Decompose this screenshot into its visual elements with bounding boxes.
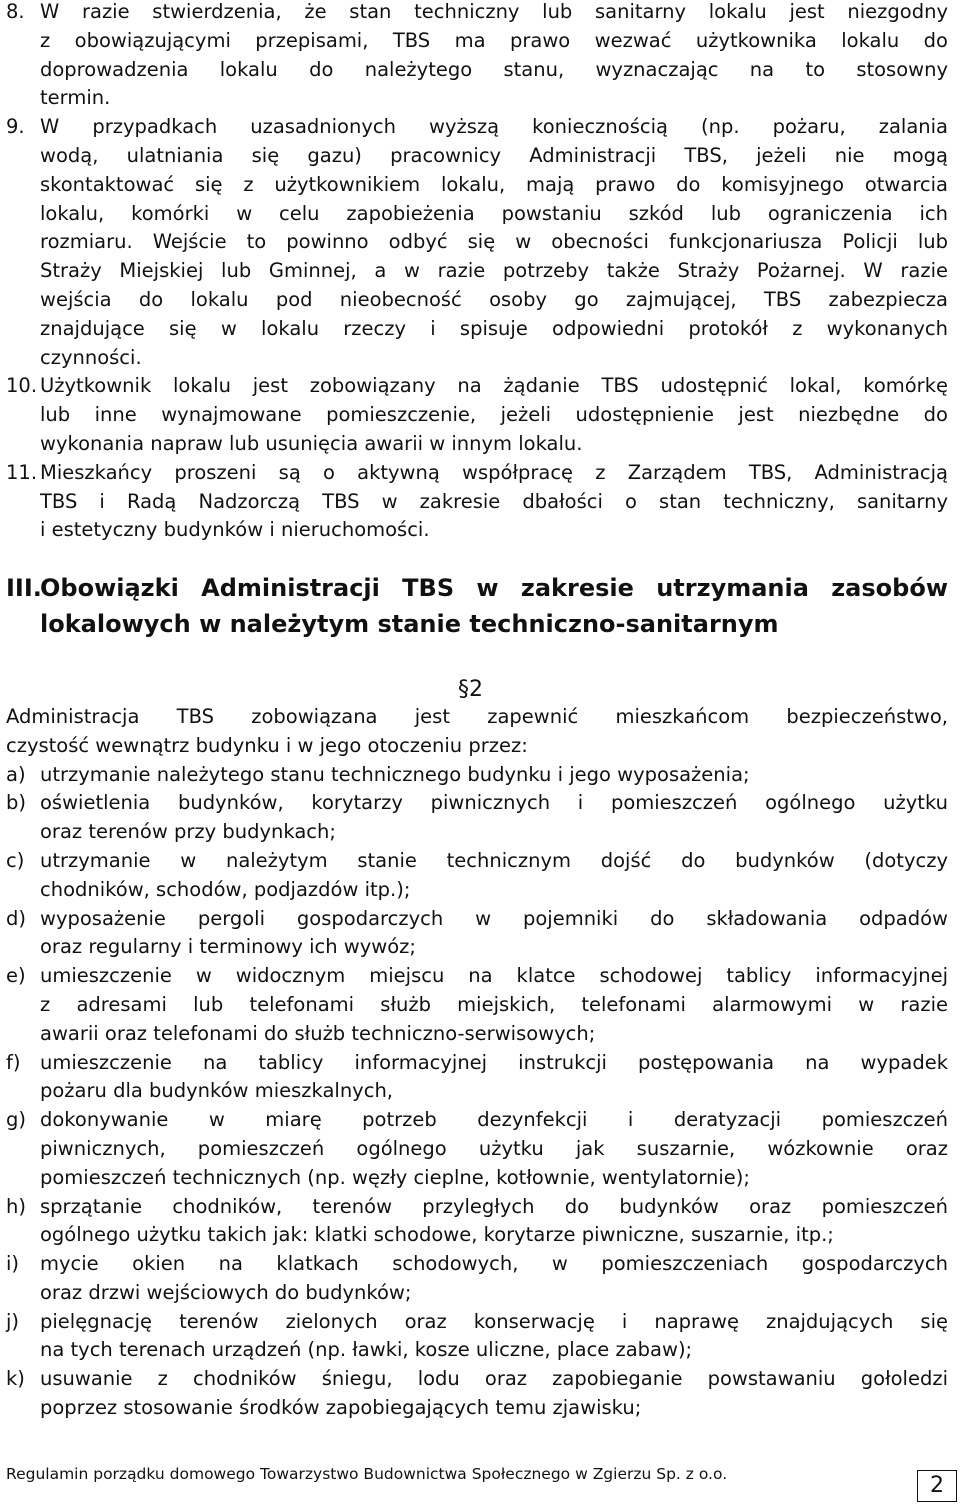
text-line: rozmiaru. Wejście to powinno odbyć się w obecności funkcjonariusza Policji lub [40,230,948,254]
item-text [40,0,948,113]
text-line: oraz terenów przy budynkach; [40,820,336,844]
text-line: poprzez stosowanie środków zapobiegających temu zjawisku; [40,1396,642,1420]
text-line: oraz drzwi wejściowych do budynków; [40,1280,412,1304]
footer-text: Regulamin porządku domowego Towarzystwo Budownictwa Społecznego w Zgierzu Sp. z o.o. [6,1465,728,1483]
item-number: 8. [6,0,25,23]
text-line: czynności. [40,345,142,369]
item-number: f) [6,1050,21,1074]
paragraph-intro [6,703,948,761]
item-number: 9. [6,115,25,139]
text-line: pielęgnację terenów zielonych oraz konserwację i naprawę znajdujących się [40,1309,948,1333]
paragraph-mark: §2 [458,677,483,702]
text-line: W razie stwierdzenia, że stan techniczny lub sanitarny lokalu jest niezgodny [40,0,948,23]
item-number: 11. [6,460,38,484]
section-number: III. [6,574,42,602]
text-line: doprowadzenia lokalu do należytego stanu, wyznaczając na to stosowny [40,57,948,81]
text-line: awarii oraz telefonami do służb techniczno-serwisowych; [40,1021,596,1045]
text-line: umieszczenie na tablicy informacyjnej instrukcji postępowania na wypadek [40,1050,948,1074]
section-title-text [40,570,948,642]
item-text [40,847,948,905]
text-line: TBS i Radą Nadzorczą TBS w zakresie dbałości o stan techniczny, sanitarny [40,489,948,513]
text-line: Mieszkańcy proszeni są o aktywną współpracę z Zarządem TBS, Administracją [40,460,948,484]
text-line: wyposażenie pergoli gospodarczych w pojemniki do składowania odpadów [40,906,948,930]
text-line: lub inne wynajmowane pomieszczenie, jeżeli udostępnienie jest niezbędne do [40,403,948,427]
item-number: d) [6,906,26,930]
text-line: piwnicznych, pomieszczeń ogólnego użytku jak suszarnie, wózkownie oraz [40,1136,948,1160]
item-text [40,962,948,1048]
text-line: umieszczenie w widocznym miejscu na klatce schodowej tablicy informacyjnej [40,964,948,988]
page-number: 2 [917,1470,957,1502]
text-line: lokalu, komórki w celu zapobieżenia powstaniu szkód lub ograniczenia ich [40,201,948,225]
text-line: oświetlenia budynków, korytarzy piwnicznych i pomieszczeń ogólnego użytku [40,791,948,815]
item-text [40,113,948,372]
item-number: j) [6,1309,20,1333]
item-text [40,459,948,545]
text-line: wejścia do lokalu pod nieobecność osoby go zajmującej, TBS zabezpiecza [40,287,948,311]
text-line: z adresami lub telefonami służb miejskich, telefonami alarmowymi w razie [40,992,948,1016]
text-line: Obowiązki Administracji TBS w zakresie utrzymania zasobów [40,574,948,602]
text-line: na tych terenach urządzeń (np. ławki, kosze uliczne, place zabaw); [40,1338,693,1362]
text-line: Straży Miejskiej lub Gminnej, a w razie potrzeby także Straży Pożarnej. W razie [40,259,948,283]
text-line: czystość wewnątrz budynku i w jego otoczeniu przez: [6,733,528,757]
text-line: z obowiązującymi przepisami, TBS ma prawo wezwać użytkownika lokalu do [40,28,948,52]
text-line: oraz regularny i terminowy ich wywóz; [40,935,416,959]
item-number: i) [6,1252,20,1276]
text-line: chodników, schodów, podjazdów itp.); [40,877,411,901]
text-line: ogólnego użytku takich jak: klatki schodowe, korytarze piwniczne, suszarnie, itp.; [40,1223,834,1247]
text-line: skontaktować się z użytkownikiem lokalu, mają prawo do komisyjnego otwarcia [40,172,948,196]
item-text [40,1365,948,1423]
text-line: sprzątanie chodników, terenów przyległych do budynków oraz pomieszczeń [40,1194,948,1218]
item-number: e) [6,964,26,988]
text-line: Administracja TBS zobowiązana jest zapewnić mieszkańcom bezpieczeństwo, [6,705,948,728]
text-line: termin. [40,86,111,110]
item-text [40,1250,948,1308]
item-number: 10. [6,374,38,398]
text-line: W przypadkach uzasadnionych wyższą koniecznością (np. pożaru, zalania [40,115,948,139]
item-text [40,1308,948,1366]
text-line: pomieszczeń technicznych (np. węzły cieplne, kotłownie, wentylatornie); [40,1165,750,1189]
item-text [40,905,948,963]
text-line: utrzymanie należytego stanu technicznego budynku i jego wyposażenia; [40,762,750,786]
text-line: wodą, ulatniania się gazu) pracownicy Administracji TBS, jeżeli nie mogą [40,143,948,167]
item-number: h) [6,1194,26,1218]
text-line: Użytkownik lokalu jest zobowiązany na żądanie TBS udostępnić lokal, komórkę [40,374,948,398]
item-text [40,1049,948,1107]
text-line: mycie okien na klatkach schodowych, w pomieszczeniach gospodarczych [40,1252,948,1276]
text-line: dokonywanie w miarę potrzeb dezynfekcji i deratyzacji pomieszczeń [40,1108,948,1132]
item-number: c) [6,848,25,872]
item-number: a) [6,762,26,786]
text-line: i estetyczny budynków i nieruchomości. [40,518,430,542]
item-number: k) [6,1367,25,1391]
item-number: b) [6,791,26,815]
text-line: utrzymanie w należytym stanie technicznym dojść do budynków (dotyczy [40,848,948,872]
text-line: znajdujące się w lokalu rzeczy i spisuje odpowiedni protokół z wykonanych [40,316,948,340]
text-line: lokalowych w należytym stanie techniczno-sanitarnym [40,610,779,638]
item-text [40,372,948,458]
text-line: wykonania napraw lub usunięcia awarii w innym lokalu. [40,431,583,455]
item-text [40,789,948,847]
item-number: g) [6,1108,26,1132]
item-text [40,1106,948,1192]
item-text [40,1193,948,1251]
text-line: usuwanie z chodników śniegu, lodu oraz zapobieganie powstawaniu gołoledzi [40,1367,948,1391]
item-text [40,761,948,790]
text-line: pożaru dla budynków mieszkalnych, [40,1079,393,1103]
